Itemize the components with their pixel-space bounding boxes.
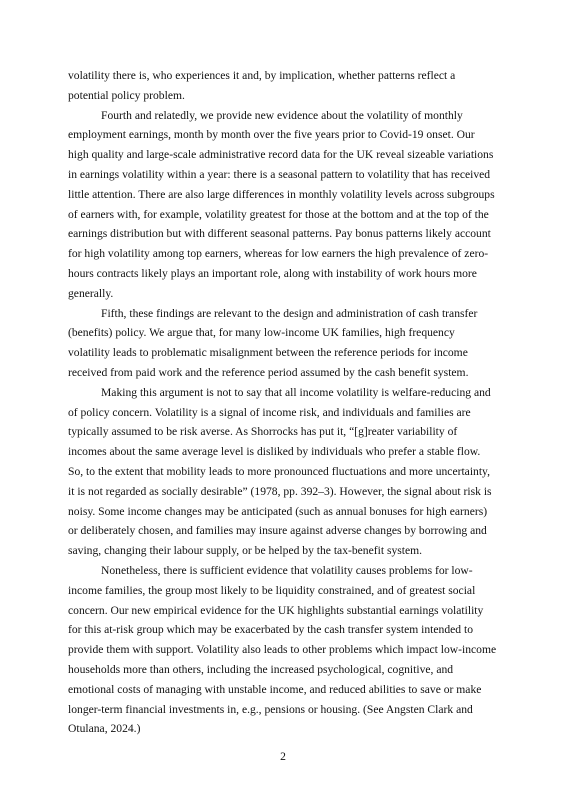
paragraph-continuation: volatility there is, who experiences it and, by implication, whether patterns reflect a potential policy problem.	[68, 69, 456, 102]
page-number: 2	[280, 750, 286, 763]
paragraph-fourth-point: Fourth and relatedly, we provide new evidence about the volatility of monthly employment earnings, month by month over the five years prior to Covid-19 onset. Our high quality and large-scale administrative record data for the UK reveal sizeable variations in earnings volatility within a year: there is a seasonal pattern to volatility that has received little attention. There are also large differences in monthly volatility levels across subgroups of earners with, for example, volatility greatest for those at the bottom and at the top of the earnings distribution but with different seasonal patterns. Pay bonus patterns likely account for high volatility among top earners, whereas for low earners the high prevalence of zero-hours contracts likely plays an important role, along with instability of work hours more generally.	[68, 108, 495, 300]
paragraph-nonetheless: Nonetheless, there is sufficient evidence that volatility causes problems for low-income families, the group most likely to be liquidity constrained, and of greatest social concern. Our new empirical evidence for the UK highlights substantial earnings volatility for this at-risk group which may be exacerbated by the cash transfer system intended to provide them with support. Volatility also leads to other problems which impact low-income households more than others, including the increased psychological, cognitive, and emotional costs of managing with unstable income, and reduced abilities to save or make longer-term financial investments in, e.g., pensions or housing. (See Angsten Clark and Otulana, 2024.)	[68, 563, 497, 736]
body-text	[68, 66, 498, 739]
paragraph-volatility-welfare: Making this argument is not to say that all income volatility is welfare-reducing and of policy concern. Volatility is a signal of income risk, and individuals and families are typically assumed to be risk averse. As Shorrocks has put it, “[g]reater variability of incomes about the same average level is disliked by individuals who prefer a stable flow. So, to the extent that mobility leads to more pronounced fluctuations and more uncertainty, it is not regarded as socially desirable” (1978, pp. 392–3). However, the signal about risk is noisy. Some income changes may be anticipated (such as annual bonuses for high earners) or deliberately chosen, and families may insure against adverse changes by borrowing and saving, changing their labour supply, or be helped by the tax-benefit system.	[68, 385, 492, 558]
paragraph-fifth-point: Fifth, these findings are relevant to the design and administration of cash transfer (benefits) policy. We argue that, for many low-income UK families, high frequency volatility leads to problematic misalignment between the reference periods for income received from paid work and the reference period assumed by the cash benefit system.	[68, 306, 478, 379]
